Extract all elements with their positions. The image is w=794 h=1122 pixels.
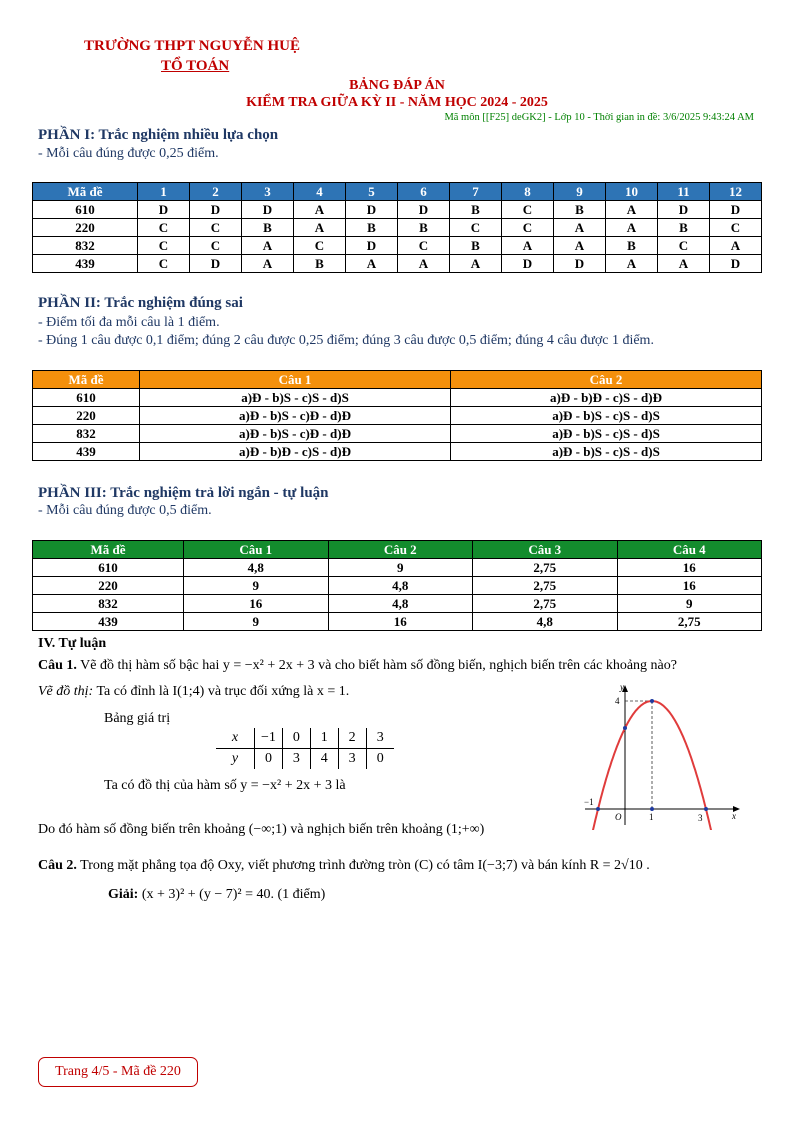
answer-cell: A [294,219,346,237]
answer-cell: 9 [184,577,329,595]
column-header: 10 [606,183,658,201]
answer-cell: D [190,255,242,273]
q1-text: Vẽ đồ thị hàm số bậc hai y = −x² + 2x + 3 và cho biết hàm số đồng biến, nghịch biến trên các khoảng nào? [80,658,677,673]
column-header: 5 [346,183,398,201]
answer-cell: D [242,201,294,219]
answer-cell: 4,8 [473,613,618,631]
tick-label: 3 [698,813,703,823]
axis-point [650,807,654,811]
answer-cell: C [190,237,242,255]
table-row [33,425,762,443]
answer-cell: B [398,219,450,237]
column-header: Câu 3 [473,541,618,559]
answer-cell: D [138,201,190,219]
answer-cell: D [502,255,554,273]
parabola-graph [580,680,750,830]
answer-cell: D [658,201,710,219]
answer-cell: B [294,255,346,273]
table-row [33,559,762,577]
q1-graph-text: Ta có đồ thị của hàm số y = −x² + 2x + 3 là [104,778,346,793]
q1-draw-line [38,684,349,700]
answer-cell: D [554,255,606,273]
exam-code-cell: 610 [33,201,138,219]
vertex-point [650,699,654,703]
exam-code-cell: 439 [33,255,138,273]
table-row [33,255,762,273]
part3-note: - Mỗi câu đúng được 0,5 điểm. [38,503,212,518]
answer-cell: a)Đ - b)Đ - c)S - d)Đ [140,443,451,461]
tick-label: 4 [615,696,620,706]
column-header-code: Mã đề [33,183,138,201]
answer-cell: a)Đ - b)S - c)S - d)S [451,443,762,461]
answer-cell: C [138,255,190,273]
answer-cell: A [450,255,502,273]
q2-solution-text: (x + 3)² + (y − 7)² = 40. (1 điểm) [141,887,326,902]
value-table-x: 0 [282,728,310,749]
table-row [33,613,762,631]
answer-cell: a)Đ - b)S - c)S - d)S [451,407,762,425]
exam-code-cell: 832 [33,595,184,613]
answer-cell: A [242,237,294,255]
answer-cell: 4,8 [184,559,329,577]
exam-code-cell: 832 [33,237,138,255]
answer-cell: A [606,219,658,237]
answer-cell: B [242,219,294,237]
value-table-y: 0 [255,749,283,770]
doc-title: BẢNG ĐÁP ÁN [349,78,445,93]
school-name: TRƯỜNG THPT NGUYỄN HUỆ [84,38,300,54]
answer-cell: A [554,219,606,237]
answer-cell: A [554,237,606,255]
exam-code-cell: 220 [33,219,138,237]
value-table-y: 0 [366,749,394,770]
table-row [33,389,762,407]
q2-label: Câu 2. [38,858,77,873]
answer-cell: D [398,201,450,219]
q1-label: Câu 1. [38,658,77,673]
answer-cell: C [658,237,710,255]
answer-cell: A [294,201,346,219]
answer-cell: 2,75 [473,577,618,595]
column-header: 3 [242,183,294,201]
column-header: 12 [710,183,762,201]
part2-heading: PHẦN II: Trắc nghiệm đúng sai [38,295,243,311]
value-table [216,728,394,769]
root-point-left [596,807,600,811]
column-header: Câu 1 [184,541,329,559]
exam-code-cell: 439 [33,443,140,461]
answer-cell: 16 [617,577,762,595]
answer-cell: C [190,219,242,237]
answer-cell: a)Đ - b)S - c)S - d)S [451,425,762,443]
answer-cell: 2,75 [473,559,618,577]
q2-text: Trong mặt phẳng tọa độ Oxy, viết phương trình đường tròn (C) có tâm I(−3;7) và bán kính R = 2√10 . [80,858,650,873]
answer-cell: C [294,237,346,255]
answer-cell: D [190,201,242,219]
answer-cell: 9 [617,595,762,613]
column-header: 8 [502,183,554,201]
value-table-x: 2 [338,728,366,749]
part1-heading: PHẦN I: Trắc nghiệm nhiều lựa chọn [38,127,279,143]
q1-conclusion: Do đó hàm số đồng biến trên khoảng (−∞;1) và nghịch biến trên khoảng (1;+∞) [38,822,485,837]
page-footer: Trang 4/5 - Mã đề 220 [38,1057,198,1087]
answer-cell: a)Đ - b)S - c)Đ - d)Đ [140,407,451,425]
answer-cell: 9 [184,613,329,631]
tick-label: 1 [649,812,654,822]
part3-heading: PHẦN III: Trắc nghiệm trả lời ngắn - tự luận [38,485,329,501]
answer-cell: a)Đ - b)S - c)S - d)S [140,389,451,407]
column-header: Câu 1 [140,371,451,389]
table-row [33,237,762,255]
y-intercept-point [623,726,627,730]
answer-cell: a)Đ - b)Đ - c)S - d)Đ [451,389,762,407]
origin-label: O [615,812,622,822]
answer-cell: D [346,237,398,255]
value-table-y: 4 [310,749,338,770]
table-row [33,201,762,219]
answer-cell: C [502,219,554,237]
answer-cell: B [346,219,398,237]
answer-cell: B [554,201,606,219]
answer-cell: C [450,219,502,237]
answer-cell: C [502,201,554,219]
exam-code-cell: 610 [33,559,184,577]
q1-draw-text: Ta có đỉnh là I(1;4) và trục đối xứng là x = 1. [96,684,350,699]
answer-cell: A [658,255,710,273]
column-header: 7 [450,183,502,201]
value-table-y: 3 [338,749,366,770]
tick-label: −1 [584,797,594,807]
q2-statement [38,858,778,874]
exam-code-cell: 610 [33,389,140,407]
column-header: 6 [398,183,450,201]
column-header: 1 [138,183,190,201]
answer-cell: 16 [184,595,329,613]
part2-note2: - Đúng 1 câu được 0,1 điểm; đúng 2 câu được 0,25 điểm; đúng 3 câu được 0,5 điểm; đúng 4 câu được 1 điểm. [38,333,654,348]
value-table-x: 1 [310,728,338,749]
value-table-title: Bảng giá trị [104,711,171,726]
table-row [33,595,762,613]
answer-cell: 2,75 [617,613,762,631]
answer-cell: 9 [328,559,473,577]
answer-cell: A [606,255,658,273]
answer-cell: D [710,201,762,219]
answer-cell: B [450,237,502,255]
answer-cell: B [450,201,502,219]
answer-cell: 16 [328,613,473,631]
q2-solution [108,887,325,903]
answer-cell: C [710,219,762,237]
answer-cell: D [710,255,762,273]
x-axis-label: x [732,811,736,821]
answer-cell: A [502,237,554,255]
answer-cell: A [398,255,450,273]
column-header: Câu 2 [451,371,762,389]
answer-cell: 2,75 [473,595,618,613]
answer-cell: a)Đ - b)S - c)Đ - d)Đ [140,425,451,443]
doc-subtitle: KIỂM TRA GIỮA KỲ II - NĂM HỌC 2024 - 2025 [246,95,548,110]
part3-answer-table [32,540,762,631]
y-axis-label: y [620,682,624,692]
table-row [33,443,762,461]
answer-cell: C [398,237,450,255]
column-header-code: Mã đề [33,371,140,389]
column-header: 4 [294,183,346,201]
part1-note: - Mỗi câu đúng được 0,25 điểm. [38,146,219,161]
part2-note1: - Điểm tối đa mỗi câu là 1 điểm. [38,315,220,330]
column-header-code: Mã đề [33,541,184,559]
column-header: 9 [554,183,606,201]
table-row [33,407,762,425]
column-header: 11 [658,183,710,201]
exam-code-cell: 220 [33,407,140,425]
column-header: 2 [190,183,242,201]
answer-cell: 16 [617,559,762,577]
answer-cell: C [138,219,190,237]
value-table-y-label: y [216,749,255,770]
answer-cell: B [606,237,658,255]
exam-code-cell: 439 [33,613,184,631]
column-header: Câu 4 [617,541,762,559]
exam-code-cell: 832 [33,425,140,443]
answer-cell: D [346,201,398,219]
answer-cell: C [138,237,190,255]
value-table-x: 3 [366,728,394,749]
answer-cell: 4,8 [328,577,473,595]
value-table-x: −1 [255,728,283,749]
answer-cell: A [710,237,762,255]
answer-cell: A [242,255,294,273]
table-row [33,577,762,595]
answer-cell: A [606,201,658,219]
part4-heading: IV. Tự luận [38,636,107,651]
part1-answer-table [32,182,762,273]
value-table-x-label: x [231,730,239,745]
department-name: TỔ TOÁN [161,58,230,74]
q1-statement [38,658,768,674]
root-point-right [704,807,708,811]
answer-cell: 4,8 [328,595,473,613]
value-table-y: 3 [282,749,310,770]
q1-draw-label: Vẽ đồ thị: [38,684,94,699]
table-row [33,219,762,237]
column-header: Câu 2 [328,541,473,559]
exam-code-cell: 220 [33,577,184,595]
answer-cell: A [346,255,398,273]
print-meta: Mã môn [[F25] deGK2] - Lớp 10 - Thời gian in đề: 3/6/2025 9:43:24 AM [444,112,754,123]
q2-solution-label: Giải: [108,887,139,902]
answer-cell: B [658,219,710,237]
part2-answer-table [32,370,762,461]
